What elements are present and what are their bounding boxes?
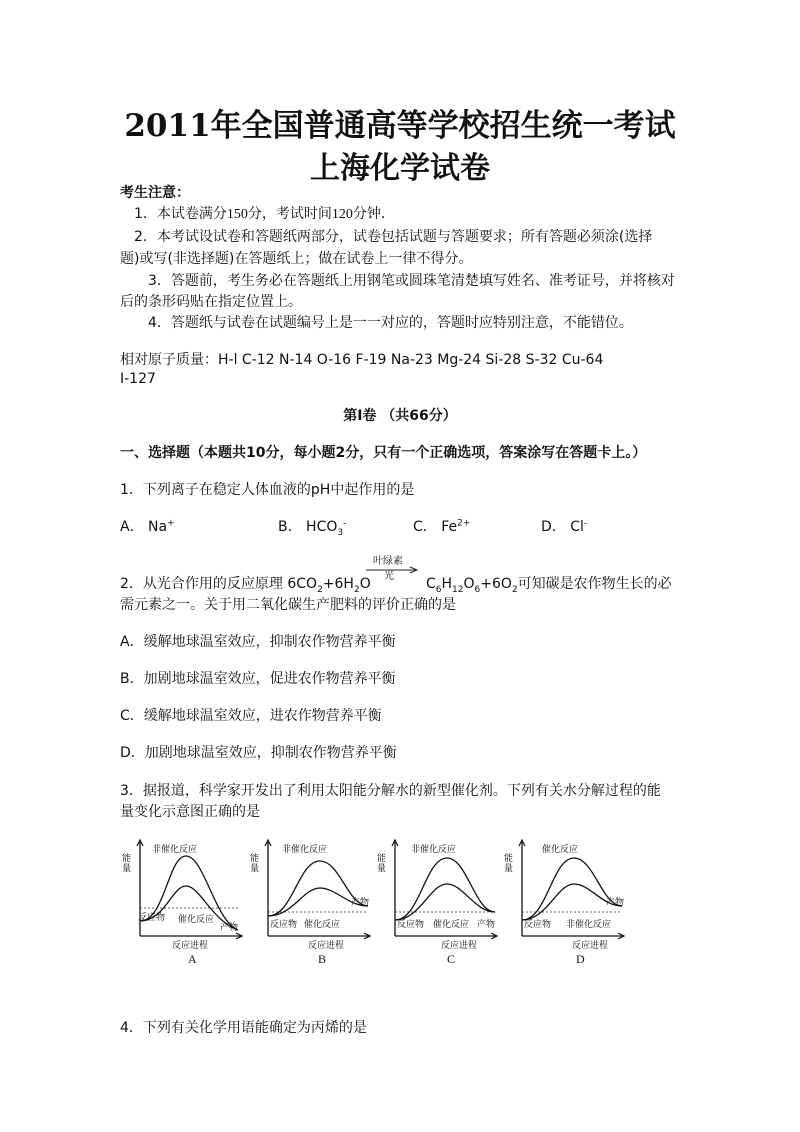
progress-axis-label: 反应进程 <box>572 941 609 951</box>
figure-label-a: A <box>188 952 197 966</box>
reactant-label: 反应物 <box>270 920 298 930</box>
reactant-label: 反应物 <box>397 920 425 930</box>
energy-diagram-c-graphic <box>375 836 500 966</box>
question-1-option-b: B． $HCO_3^-$ <box>278 518 347 538</box>
notice-item-3-line-2: 后的条形码贴在指定位置上。 <box>120 294 302 310</box>
notice-item-2-line-1: 2．本考试设试卷和答题纸两部分，试卷包括试题与答题要求；所有答题必须涂(选择 <box>134 229 653 245</box>
question-2-stem-products: $C_6H_{12}O_6+6O_2$可知碳是农作物生长的必 <box>426 576 672 595</box>
figure-label-d: D <box>576 952 585 966</box>
section-heading: 一、选择题（本题共10分，每小题2分，只有一个正确选项，答案涂写在答题卡上。） <box>120 445 647 461</box>
notice-item-2-line-2: 题)或写(非选择题)在答题纸上；做在试卷上一律不得分。 <box>120 251 473 267</box>
energy-axis-label: 能量 <box>250 854 260 874</box>
reaction-arrow <box>364 557 420 585</box>
product-label: 产物 <box>477 920 496 930</box>
question-1-stem: 1．下列离子在稳定人体血液的pH中起作用的是 <box>120 482 415 498</box>
atomic-mass-line-1: 相对原子质量：H-l C-12 N-14 O-16 F-19 Na-23 Mg-24 Si-28 S-32 Cu-64 <box>120 352 604 368</box>
question-2-option-a: A．缓解地球温室效应，抑制农作物营养平衡 <box>120 634 396 650</box>
curve-label-top: 非催化反应 <box>411 845 457 855</box>
energy-diagram-c <box>375 836 500 966</box>
energy-axis-label: 能量 <box>122 854 132 874</box>
energy-diagram-d <box>502 836 627 966</box>
curve-label-bottom: 非催化反应 <box>566 920 612 930</box>
question-2-stem-reactants: 2．从光合作用的反应原理 $6CO_2+6H_2O$ <box>120 576 371 595</box>
figure-label-c: C <box>447 952 456 966</box>
question-2-option-b: B．加剧地球温室效应，促进农作物营养平衡 <box>120 671 396 687</box>
arrow-condition-top: 叶绿素 <box>373 556 403 567</box>
energy-diagram-b <box>248 836 373 966</box>
reactant-label: 反应物 <box>524 920 552 930</box>
progress-axis-label: 反应进程 <box>441 941 478 951</box>
question-3-stem-line-2: 量变化示意图正确的是 <box>120 804 260 820</box>
exam-subtitle: 上海化学试卷 <box>310 151 490 186</box>
question-3-stem-line-1: 3．据报道，科学家开发出了利用太阳能分解水的新型催化剂。下列有关水分解过程的能 <box>120 783 661 799</box>
product-label: 产物 <box>220 923 239 933</box>
notice-item-1: 1．本试卷满分150分，考试时间120分钟． <box>134 206 395 222</box>
energy-diagram-a <box>120 836 245 966</box>
product-label: 产物 <box>351 898 370 908</box>
product-label: 产物 <box>606 898 625 908</box>
curve-label-bottom: 催化反应 <box>304 920 341 930</box>
curve-label-top: 非催化反应 <box>282 845 328 855</box>
question-2-option-d: D．加剧地球温室效应，抑制农作物营养平衡 <box>120 745 397 761</box>
reactant-label: 反应物 <box>138 913 166 923</box>
notice-heading: 考生注意： <box>120 185 190 201</box>
question-4-stem: 4．下列有关化学用语能确定为丙烯的是 <box>120 1020 367 1036</box>
question-1-option-d: D． Cl- <box>541 518 588 535</box>
figure-label-b: B <box>318 952 327 966</box>
question-1-option-c: C． $Fe^{2+}$ <box>413 518 471 535</box>
curve-label-top: 催化反应 <box>542 845 579 855</box>
progress-axis-label: 反应进程 <box>172 941 209 951</box>
notice-item-4: 4．答题纸与试卷在试题编号上是一一对应的，答题时应特别注意，不能错位。 <box>148 315 633 331</box>
curve-label-bottom: 催化反应 <box>178 915 215 925</box>
exam-title: 2011年全国普通高等学校招生统一考试 <box>124 108 676 144</box>
energy-axis-label: 能量 <box>377 854 387 874</box>
energy-axis-label: 能量 <box>504 854 514 874</box>
curve-label-top: 非催化反应 <box>152 845 198 855</box>
part-title: 第I卷 （共66分） <box>343 408 457 424</box>
atomic-mass-line-2: I-127 <box>120 371 156 387</box>
arrow-condition-bottom: 光 <box>384 571 394 582</box>
question-2-stem-line-2: 需元素之一。关于用二氧化碳生产肥料的评价正确的是 <box>120 597 456 613</box>
progress-axis-label: 反应进程 <box>308 941 345 951</box>
notice-item-3-line-1: 3．答题前，考生务必在答题纸上用钢笔或圆珠笔清楚填写姓名、准考证号，并将核对 <box>148 273 675 289</box>
curve-label-bottom: 催化反应 <box>433 920 470 930</box>
question-2-option-c: C．缓解地球温室效应，进农作物营养平衡 <box>120 708 382 724</box>
question-1-option-a: A． Na+ <box>120 518 175 535</box>
